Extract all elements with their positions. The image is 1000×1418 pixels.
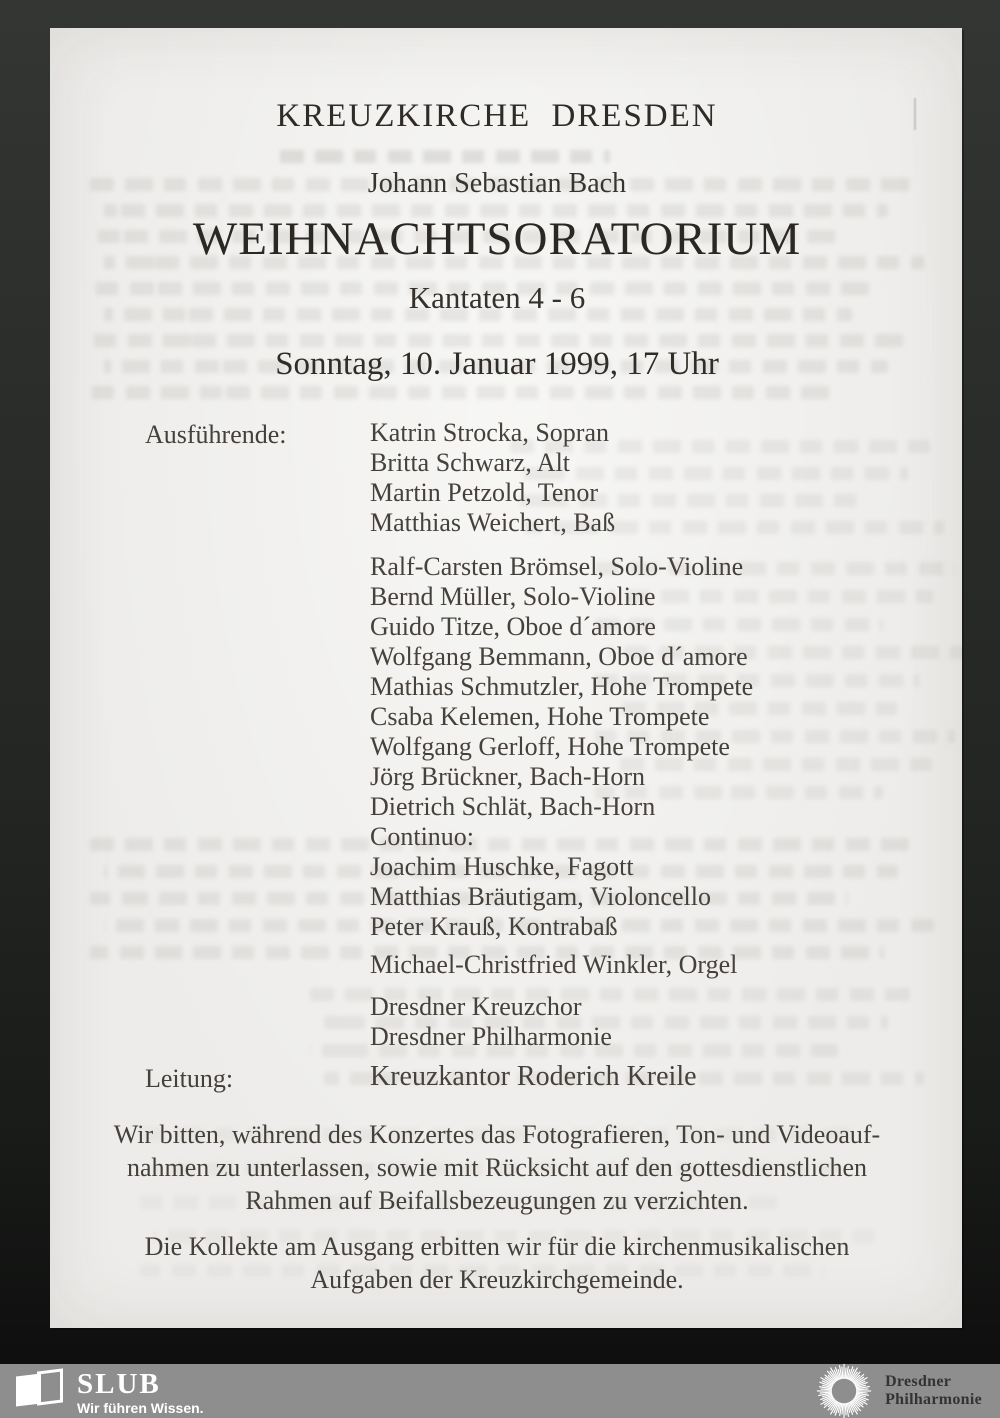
program-page [50, 28, 962, 1328]
work-title: WEIHNACHTSORATORIUM [192, 213, 802, 265]
notice-line: Die Kollekte am Ausgang erbitten wir für die kirchenmusikalischen [144, 1232, 850, 1261]
performer-line: Katrin Strocka, Sopran [370, 418, 610, 447]
performer-line: Guido Titze, Oboe d´amore [370, 612, 656, 641]
performers-list [370, 418, 945, 1092]
performer-line: Kreuzkantor Roderich Kreile [370, 1061, 697, 1092]
book-page-front [16, 1373, 41, 1406]
venue-title: KREUZKIRCHE DRESDEN [276, 98, 718, 134]
performer-line: Michael-Christfried Winkler, Orgel [370, 950, 738, 979]
book-pages-icon [16, 1370, 62, 1408]
performer-line: Matthias Bräutigam, Violoncello [370, 882, 711, 911]
performer-line: Wolfgang Gerloff, Hohe Trompete [370, 732, 730, 761]
concert-date: Sonntag, 10. Januar 1999, 17 Uhr [275, 346, 719, 382]
performer-line: Matthias Weichert, Baß [370, 508, 616, 537]
notice-line: Wir bitten, während des Konzertes das Fotografieren, Ton- und Videoauf- [113, 1120, 881, 1149]
notice-line: nahmen zu unterlassen, sowie mit Rücksicht auf den gottesdienstlichen [126, 1153, 868, 1182]
philharmonie-wordmark-line2: Philharmonie [885, 1391, 982, 1408]
philharmonie-logo [816, 1364, 984, 1418]
slub-wordmark: SLUB [77, 1368, 161, 1400]
philharmonie-wordmark [885, 1373, 982, 1409]
leitung-label: Leitung: [145, 1064, 234, 1093]
slub-logo [16, 1364, 204, 1418]
performer-line: Dresdner Kreuzchor [370, 992, 582, 1021]
photography-notice [50, 1118, 944, 1217]
performer-line: Continuo: [370, 822, 475, 851]
performer-line: Mathias Schmutzler, Hohe Trompete [370, 672, 754, 701]
notice-line: Aufgaben der Kreuzkirchgemeinde. [310, 1265, 684, 1294]
performers-label: Ausführende: [145, 420, 287, 449]
program-content [50, 28, 962, 1328]
notice-line: Rahmen auf Beifallsbezeugungen zu verzichten. [245, 1186, 749, 1215]
footer-bar [0, 1364, 1000, 1418]
performer-line: Martin Petzold, Tenor [370, 478, 599, 507]
performer-line: Britta Schwarz, Alt [370, 448, 571, 477]
composer-name: Johann Sebastian Bach [367, 168, 627, 199]
performer-line: Bernd Müller, Solo-Violine [370, 582, 656, 611]
collection-notice [50, 1230, 944, 1296]
performer-line: Csaba Kelemen, Hohe Trompete [370, 702, 710, 731]
work-subtitle: Kantaten 4 - 6 [408, 280, 586, 315]
philharmonie-wordmark-line1: Dresdner [885, 1373, 952, 1390]
performer-line: Dresdner Philharmonie [370, 1022, 612, 1051]
starburst-icon [816, 1363, 872, 1418]
performer-line: Dietrich Schlät, Bach-Horn [370, 792, 656, 821]
performer-line: Joachim Huschke, Fagott [370, 852, 634, 881]
performer-line: Peter Krauß, Kontrabaß [370, 912, 618, 941]
performer-line: Jörg Brückner, Bach-Horn [370, 762, 646, 791]
slub-tagline: Wir führen Wissen. [77, 1400, 204, 1416]
performer-line: Ralf-Carsten Brömsel, Solo-Violine [370, 552, 744, 581]
performer-line: Wolfgang Bemmann, Oboe d´amore [370, 642, 748, 671]
